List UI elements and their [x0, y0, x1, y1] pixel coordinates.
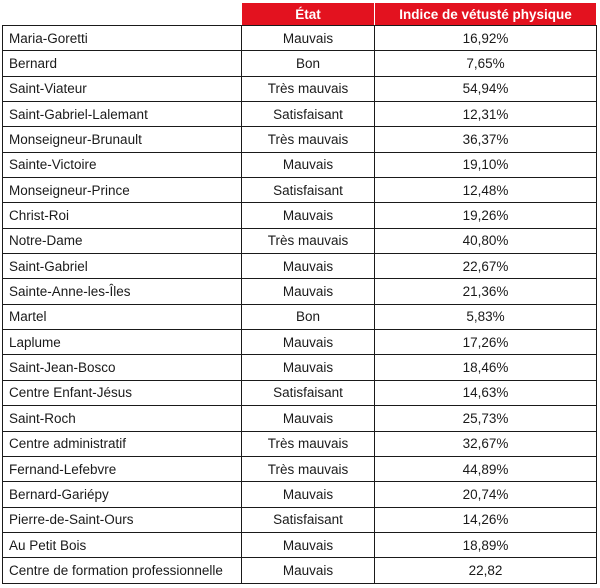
physical-index-cell: 21,36% [375, 279, 597, 304]
building-name-cell: Saint-Viateur [3, 76, 242, 101]
building-name-cell: Centre de formation professionnelle [3, 558, 242, 583]
building-name-cell: Centre Enfant-Jésus [3, 380, 242, 405]
state-cell: Mauvais [242, 330, 375, 355]
physical-index-cell: 12,48% [375, 178, 597, 203]
building-name-cell: Monseigneur-Prince [3, 178, 242, 203]
table-row [3, 431, 597, 456]
table-row [3, 51, 597, 76]
state-cell: Très mauvais [242, 431, 375, 456]
physical-index-cell: 17,26% [375, 330, 597, 355]
table-row [3, 380, 597, 405]
building-name-cell: Saint-Roch [3, 406, 242, 431]
physical-index-cell: 54,94% [375, 76, 597, 101]
building-name-cell: Au Petit Bois [3, 532, 242, 557]
building-name-cell: Notre-Dame [3, 228, 242, 253]
table-row [3, 254, 597, 279]
table-row [3, 507, 597, 532]
table-row [3, 304, 597, 329]
table-row [3, 203, 597, 228]
state-cell: Mauvais [242, 532, 375, 557]
building-name-cell: Maria-Goretti [3, 26, 242, 51]
table-row [3, 482, 597, 507]
state-cell: Mauvais [242, 254, 375, 279]
physical-index-cell: 18,89% [375, 532, 597, 557]
physical-index-cell: 44,89% [375, 456, 597, 481]
physical-index-cell: 22,67% [375, 254, 597, 279]
building-name-cell: Bernard [3, 51, 242, 76]
physical-index-cell: 14,26% [375, 507, 597, 532]
state-cell: Très mauvais [242, 127, 375, 152]
table-row [3, 102, 597, 127]
table-row [3, 532, 597, 557]
table-row [3, 406, 597, 431]
buildings-condition-table [2, 2, 597, 584]
state-cell: Satisfaisant [242, 178, 375, 203]
state-cell: Mauvais [242, 355, 375, 380]
state-cell: Satisfaisant [242, 507, 375, 532]
building-name-cell: Saint-Gabriel [3, 254, 242, 279]
building-name-cell: Sainte-Anne-les-Îles [3, 279, 242, 304]
building-name-cell: Christ-Roi [3, 203, 242, 228]
physical-index-cell: 20,74% [375, 482, 597, 507]
physical-index-cell: 5,83% [375, 304, 597, 329]
physical-index-cell: 14,63% [375, 380, 597, 405]
physical-index-cell: 18,46% [375, 355, 597, 380]
physical-index-cell: 7,65% [375, 51, 597, 76]
table-row [3, 76, 597, 101]
state-cell: Bon [242, 51, 375, 76]
building-name-cell: Pierre-de-Saint-Ours [3, 507, 242, 532]
table-header-row [3, 3, 597, 26]
physical-index-cell: 25,73% [375, 406, 597, 431]
table-row [3, 228, 597, 253]
state-cell: Mauvais [242, 152, 375, 177]
building-name-cell: Centre administratif [3, 431, 242, 456]
table-row [3, 330, 597, 355]
state-cell: Mauvais [242, 279, 375, 304]
physical-index-cell: 40,80% [375, 228, 597, 253]
header-state: État [242, 3, 375, 26]
header-physical-index: Indice de vétusté physique [375, 3, 597, 26]
state-cell: Bon [242, 304, 375, 329]
building-name-cell: Monseigneur-Brunault [3, 127, 242, 152]
table-row [3, 127, 597, 152]
header-building-column [3, 3, 242, 26]
table-row [3, 279, 597, 304]
table-row [3, 558, 597, 583]
physical-index-cell: 22,82 [375, 558, 597, 583]
table-row [3, 456, 597, 481]
physical-index-cell: 12,31% [375, 102, 597, 127]
building-name-cell: Sainte-Victoire [3, 152, 242, 177]
building-name-cell: Martel [3, 304, 242, 329]
building-name-cell: Saint-Gabriel-Lalemant [3, 102, 242, 127]
state-cell: Très mauvais [242, 76, 375, 101]
physical-index-cell: 36,37% [375, 127, 597, 152]
table-row [3, 178, 597, 203]
state-cell: Mauvais [242, 406, 375, 431]
buildings-table-container [2, 2, 597, 584]
physical-index-cell: 32,67% [375, 431, 597, 456]
table-row [3, 355, 597, 380]
state-cell: Satisfaisant [242, 380, 375, 405]
physical-index-cell: 19,10% [375, 152, 597, 177]
state-cell: Mauvais [242, 26, 375, 51]
physical-index-cell: 19,26% [375, 203, 597, 228]
state-cell: Très mauvais [242, 456, 375, 481]
state-cell: Satisfaisant [242, 102, 375, 127]
building-name-cell: Fernand-Lefebvre [3, 456, 242, 481]
state-cell: Mauvais [242, 558, 375, 583]
state-cell: Très mauvais [242, 228, 375, 253]
state-cell: Mauvais [242, 482, 375, 507]
building-name-cell: Bernard-Gariépy [3, 482, 242, 507]
building-name-cell: Laplume [3, 330, 242, 355]
building-name-cell: Saint-Jean-Bosco [3, 355, 242, 380]
table-row [3, 26, 597, 51]
table-row [3, 152, 597, 177]
state-cell: Mauvais [242, 203, 375, 228]
physical-index-cell: 16,92% [375, 26, 597, 51]
